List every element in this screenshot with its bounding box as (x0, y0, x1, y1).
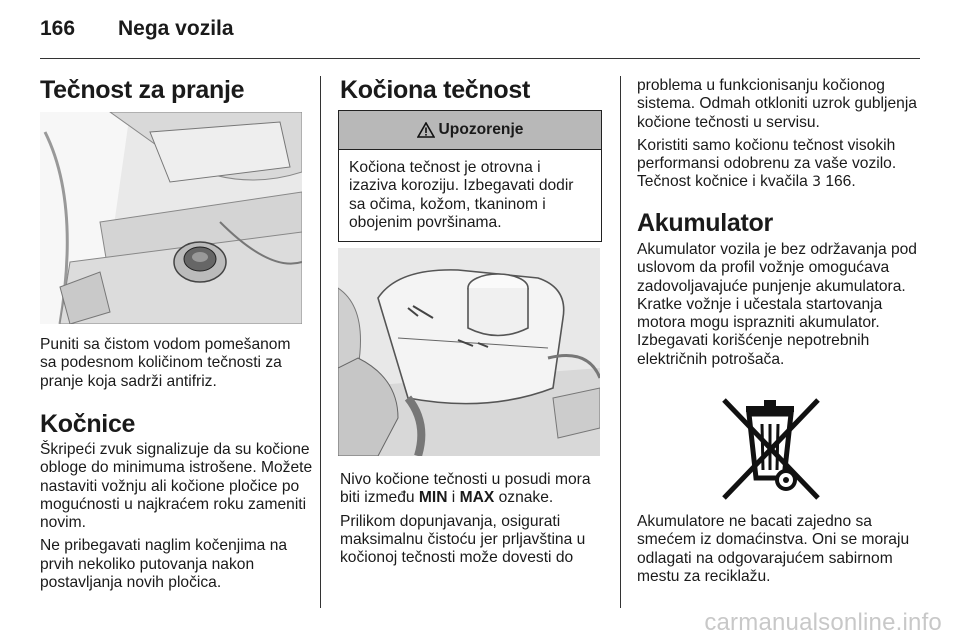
washer-fluid-heading: Tečnost za pranje (40, 76, 245, 104)
use-text-pre: Koristiti samo kočionu tečnost visokih performansi odobrenu za vaše vozilo. Tečnost kočnice i kvačila (637, 136, 897, 191)
crossed-bin-icon (716, 394, 828, 502)
fill-text: Prilikom dopunjavanja, osigurati maksimalnu čistoću jer prljavština u kočionoj tečnosti može dovesti do (340, 512, 586, 567)
battery-text: Akumulator vozila je bez održavanja pod uslovom da profil vožnje omogućava zadovoljavajuće punjenje akumulatora. Kratke vožnje i učestala startovanja motora mogu isprazniti akumulator. Izbegavati korišćenje nepotrebnih električnih potrošača. (637, 241, 917, 368)
washer-cap-image (40, 112, 302, 324)
warning-box (338, 110, 602, 242)
column-divider-1 (320, 76, 321, 608)
warning-header (339, 111, 601, 150)
brakes-heading: Kočnice (40, 410, 136, 438)
brake-reservoir-illustration (338, 248, 600, 456)
max-mark: MAX (459, 489, 495, 507)
washer-reservoir-illustration (40, 112, 302, 324)
warning-triangle-icon (417, 122, 435, 138)
column-divider-2 (620, 76, 621, 608)
level-text-pre: Nivo kočione tečnosti u posudi mora biti između (340, 471, 591, 507)
disposal-text: Akumulatore ne bacati zajedno sa smećem iz domaćinstva. Oni se moraju odlagati na odgovarajućem sabirnom mestu za reciklažu. (637, 513, 910, 585)
brake-fluid-section (340, 471, 606, 572)
washer-text: Puniti sa čistom vodom pomešanom sa podesnom količinom tečnosti za pranje koja sadrži antifriz. (40, 336, 291, 390)
warning-text: Kočiona tečnost je otrovna i izaziva koroziju. Izbegavati dodir sa očima, kožom, tkaninom i obojenim površinama. (349, 159, 574, 231)
brake-fluid-heading: Kočiona tečnost (340, 76, 530, 104)
battery-heading: Akumulator (637, 209, 773, 237)
continued-text: problema u funkcionisanju kočionog sistema. Odmah otkloniti uzrok gubljenja kočione tečnosti u servisu. (637, 77, 917, 131)
min-mark: MIN (418, 489, 448, 507)
level-text (340, 471, 606, 508)
brakes-paragraph-1: Škripeći zvuk signalizuje da su kočione obloge do minimuma istrošene. Možete nastaviti vožnju ali kočione pločice po mogućnosti u najkraćem roku zameniti novim. (40, 441, 313, 532)
warning-label: Upozorenje (438, 121, 524, 138)
level-text-post: oznake. (494, 489, 554, 507)
page-ref-arrow-icon: 3 (812, 174, 821, 191)
level-text-and: i (447, 489, 460, 507)
brake-reservoir-image (338, 248, 600, 456)
brake-fluid-continued (637, 77, 927, 197)
page-ref-link[interactable]: 166. (821, 173, 856, 191)
header-rule (40, 58, 920, 59)
page-number: 166 (40, 17, 76, 40)
use-text (637, 137, 927, 192)
brakes-paragraph-2: Ne pribegavati naglim kočenjima na prvih nekoliko putovanja nakon postavljanja novih pločica. (40, 537, 288, 592)
section-title: Nega vozila (118, 17, 234, 40)
brakes-section (40, 441, 316, 597)
watermark: carmanualsonline.info (704, 609, 942, 636)
